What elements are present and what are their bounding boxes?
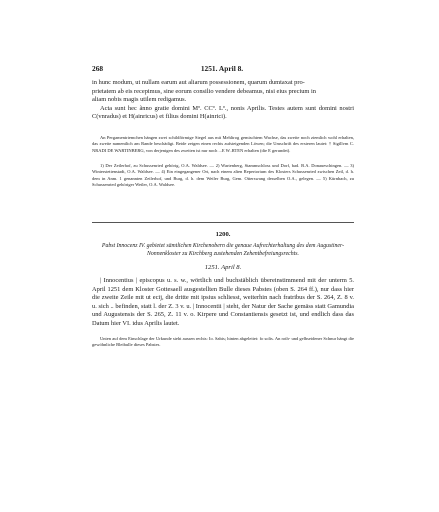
document-number: 1200.: [215, 231, 231, 238]
document-summary: [92, 243, 354, 259]
acta-paragraph: Acta sunt hec ãnno gratie domini Mº. CCº. Lº., nonis Aprilis. Testes autem sunt domini nostri C(vnradus) et H(ainricus) et filius domini H(ainrici).: [92, 104, 354, 121]
summary-text: Pabst Innocenz IV. gebietet sämtlichen Kirchenobern die genaue Aufrechterhaltung des dem Augustiner-Nonnenkloster zu Kirchberg zustehenden Zehentbefreiungsrechts.: [101, 243, 345, 257]
section-divider: [92, 222, 354, 223]
running-date: 1251. April 8.: [200, 64, 244, 73]
document-date: [92, 264, 354, 271]
footnotes: [92, 163, 354, 189]
page-number: 268: [92, 64, 104, 73]
previous-document-text: [92, 79, 354, 122]
document-note: [92, 336, 354, 349]
text-line: in hunc modum, ut nullam earum aut aliarum possessionem, quarum dumtaxat pro-: [92, 79, 305, 86]
seal-note-text: An Pergamentriemchen hängen zwei schildförmige Siegel aus mit Mehltrog gemischtem Wachse, das zweite noch ziemlich wohl erhalten, das zweite namentlich am Rande beschädigt. Beide zeigen einen rechts aufsteigenden Löwen; die Umschrift des ersteren lautet: † Sigillvm C. NRADI DE WARTINBERG, von derjenigen des zweiten ist nur noch ...E W..RTEN erhalten (die E gerundet).: [92, 135, 354, 153]
body-paragraph: | Innocentius | episcopus u. s. w., wörtlich und buchstäblich übereinstimmend mit der unterm 5. April 1251 dem Kloster Gottesaell ausgestellten Bulle dieses Pabstes (oben S. 264 ff.), nur dass hier die zweite Zeile mit ut ecij, die dritte mit ipsius schliesst, weiterhin nach fratribus der S. 264, Z. 8 v. u. sich .. befinden, statt l. der Z. 3 v. u. | Innocentii | steht, der Natur der Sache gemäss statt Gamundia und Augustensis der S. 265, Z. 11 v. o. Kirpere und Constantiensis gesetzt ist, und endlich dass das Datum hier VI. idus Aprilis lautet.: [92, 277, 354, 327]
footnote: 1) Der Zeilerhof, zu Schussenried gehörig, O.A. Waldsee. — 2) Wartenberg, Stammschloss und Dorf, bad. B.A. Donaueschingen. — 3) Winterstettenstadt, O.A. Waldsee. — 4) Ein eingegangener Ort, nach einem alten Repertorium des Klosters Schussenried zwischen Zeil, d. h. dem in Anm. 1 genannten Zeilerhof, und Burg, d. h. dem Weiler Burg, Gem. Otterswang desselben O.A., gelegen. — 5) Kürnbach, zu Schussenried gehöriger Weiler, O.A. Waldsee.: [92, 163, 354, 188]
document-date-text: 1251. April 8.: [204, 264, 242, 271]
document-body: [92, 277, 354, 329]
note-text: Unten auf dem Einschlage der Urkunde steht aussen rechts: Io. Sabis; hinten abgeleitet: fo solis. An roth- und gelbseidener Schnur hängt die gewöhnliche Bleibulle dieses Pabstes.: [92, 336, 354, 348]
text-line: aliam nobis magis utilem redigamus.: [92, 96, 187, 104]
text-line: prietatem ab eis recepimus, sine eorum consilio vendere debeamus, nisi eius precium in: [92, 87, 316, 95]
seal-note: [92, 135, 354, 154]
